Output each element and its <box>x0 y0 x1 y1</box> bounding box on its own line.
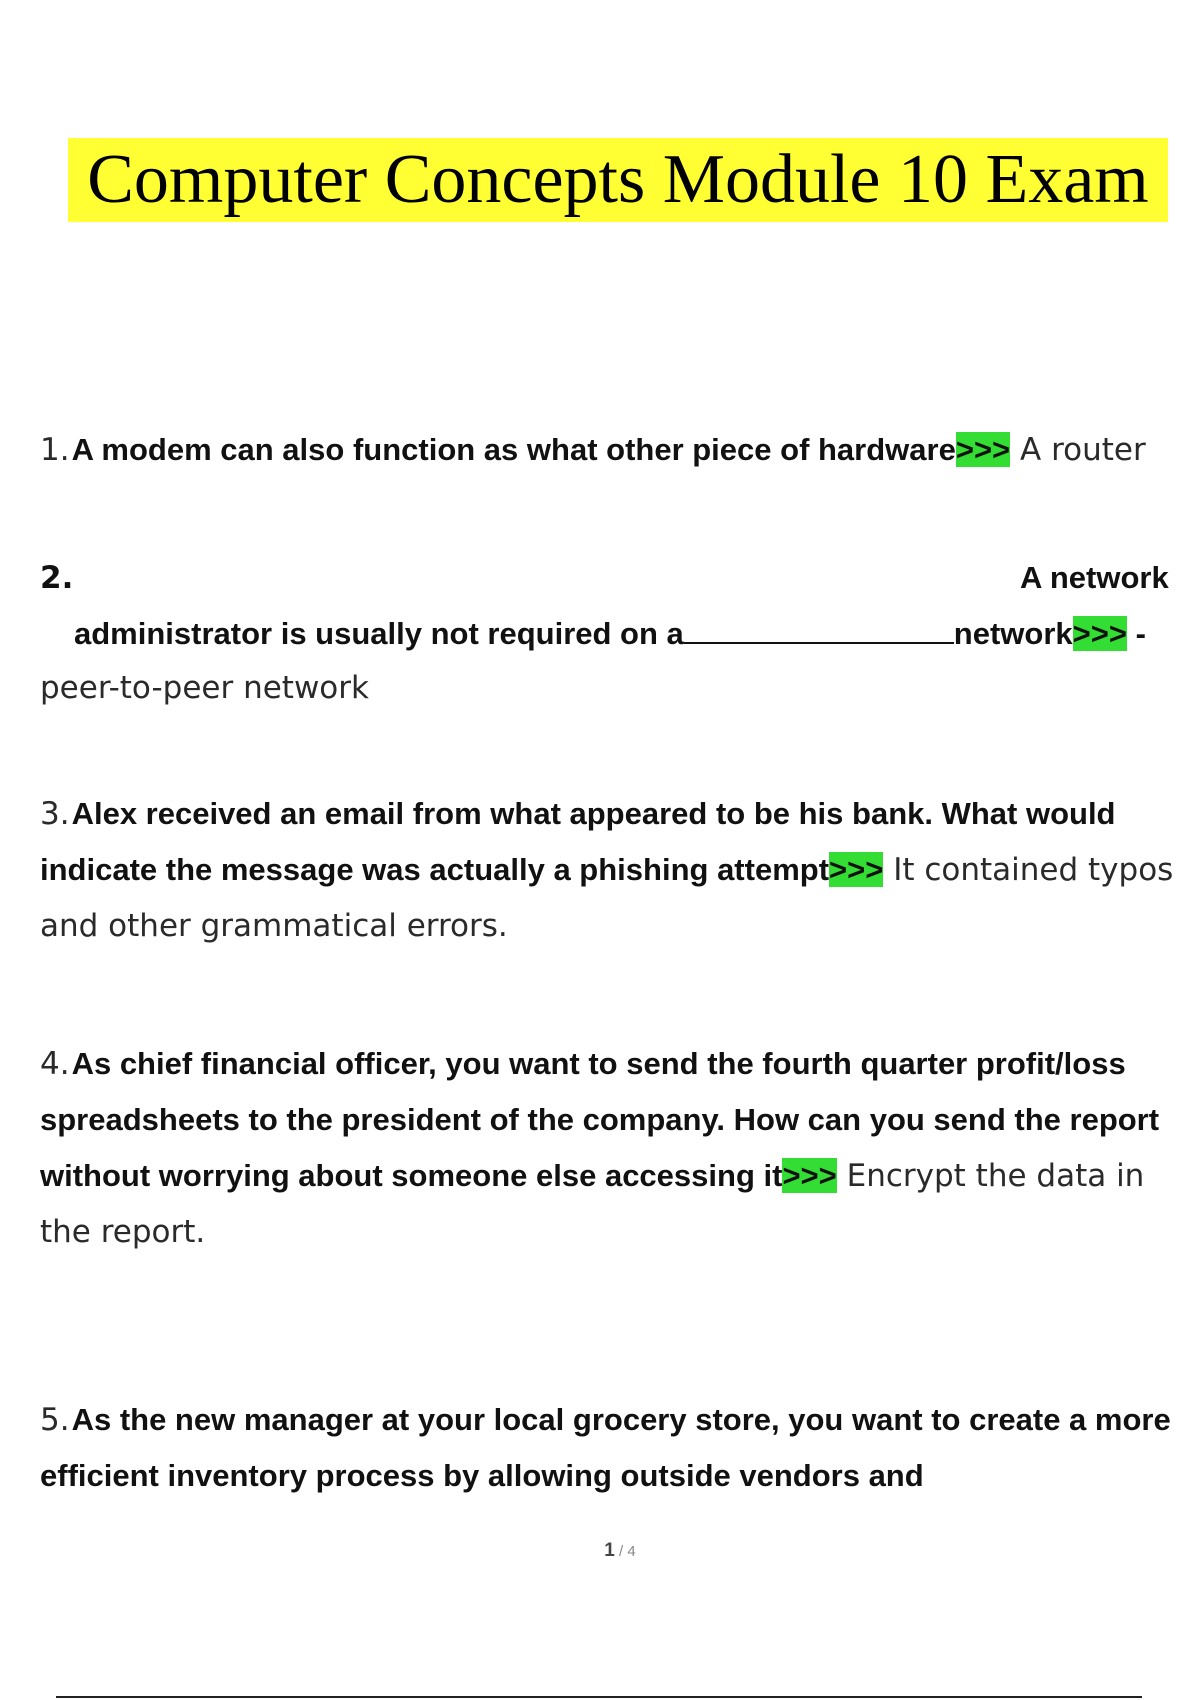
answer-text: peer-to-peer network <box>40 670 369 706</box>
answer-marker: >>> <box>955 432 1011 467</box>
page-number <box>0 1540 1200 1562</box>
answer-line <box>40 660 369 716</box>
question-item-5 <box>40 1392 1180 1504</box>
question-text-part-1: A network <box>1020 560 1169 595</box>
page-separator: / <box>614 1543 628 1560</box>
question-text: Alex received an email from what appeared to be his bank. What would indicate the message was actually a phishing attempt <box>40 796 1116 887</box>
question-number: 5. <box>40 1402 70 1438</box>
answer-text: A router <box>1010 432 1146 468</box>
answer-marker: >>> <box>782 1158 837 1193</box>
question-text: As the new manager at your local grocery store, you want to create a more efficient inventory process by allowing outside vendors and <box>40 1402 1171 1493</box>
question-item-2 <box>40 550 1180 720</box>
fill-in-blank <box>684 612 954 644</box>
footer-rule <box>56 1696 1142 1698</box>
answer-marker: >>> <box>1072 616 1127 651</box>
question-item-1 <box>40 422 1180 478</box>
answer-text: Encrypt the data in the report. <box>40 1158 1145 1250</box>
question-text: A modem can also function as what other piece of hardware <box>71 432 956 467</box>
question-item-4 <box>40 1036 1180 1260</box>
question-text-part-3: network <box>953 616 1073 651</box>
question-item-3 <box>40 786 1180 954</box>
answer-marker: >>> <box>829 852 884 887</box>
answer-dash: - <box>1126 616 1146 651</box>
question-text: As chief financial officer, you want to send the fourth quarter profit/loss spreadsheets to the president of the company. How can you send the report without worrying about someone else accessing it <box>40 1046 1160 1193</box>
question-number: 2. <box>40 560 74 596</box>
page-total: 4 <box>627 1543 636 1560</box>
question-number: 3. <box>40 796 70 832</box>
page-title: Computer Concepts Module 10 Exam <box>68 138 1168 222</box>
question-number: 1. <box>40 432 70 468</box>
question-number: 4. <box>40 1046 70 1082</box>
answer-text: It contained typos and other grammatical errors. <box>40 852 1174 944</box>
page-current: 1 <box>604 1540 615 1561</box>
question-line <box>74 606 1146 662</box>
question-text-part-2: administrator is usually not required on a <box>74 616 684 651</box>
